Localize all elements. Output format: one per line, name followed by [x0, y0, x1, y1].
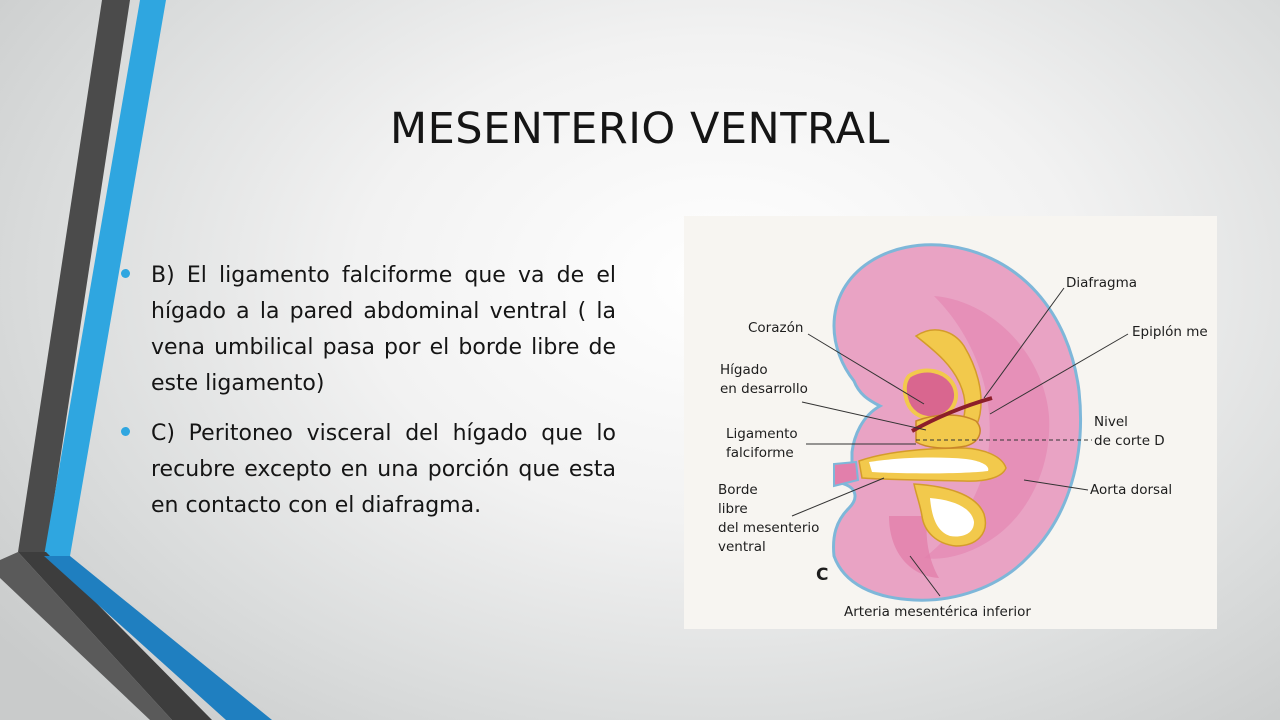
- embryo-diagram-svg: [684, 216, 1217, 629]
- bullet-dot-icon: [121, 269, 130, 278]
- embryo-diagram: [684, 216, 1217, 629]
- label-borde-3: del mesenterio: [718, 520, 820, 536]
- label-higado-1: Hígado: [720, 362, 768, 378]
- label-borde-4: ventral: [718, 539, 766, 555]
- gut-lumen: [869, 458, 988, 474]
- bullet-item: [118, 416, 616, 524]
- bullet-list: [118, 258, 616, 538]
- bullet-dot-icon: [121, 427, 130, 436]
- label-borde-2: libre: [718, 501, 748, 517]
- heart: [905, 371, 956, 419]
- lower-dark-stripe: [18, 552, 212, 720]
- label-diafragma: Diafragma: [1066, 275, 1137, 291]
- slide-title: MESENTERIO VENTRAL: [390, 104, 890, 154]
- label-arteria: Arteria mesentérica inferior: [844, 604, 1031, 620]
- liver: [916, 415, 980, 448]
- bullet-text: B) El ligamento falciforme que va de el hígado a la pared abdominal ventral ( la vena umbilical pasa por el borde libre de este ligamento): [151, 263, 616, 396]
- label-higado-2: en desarrollo: [720, 381, 808, 397]
- label-ligamento-1: Ligamento: [726, 426, 798, 442]
- label-borde-1: Borde: [718, 482, 758, 498]
- bullet-item: [118, 258, 616, 402]
- label-aorta: Aorta dorsal: [1090, 482, 1173, 498]
- panel-label: C: [816, 565, 829, 585]
- label-epiplon: Epiplón me: [1132, 324, 1208, 340]
- label-nivel-1: Nivel: [1094, 414, 1128, 430]
- label-nivel-2: de corte D: [1094, 433, 1165, 449]
- bullet-text: C) Peritoneo visceral del hígado que lo recubre excepto en una porción que esta en contacto con el diafragma.: [151, 421, 616, 518]
- label-corazon: Corazón: [748, 320, 804, 336]
- label-ligamento-2: falciforme: [726, 445, 794, 461]
